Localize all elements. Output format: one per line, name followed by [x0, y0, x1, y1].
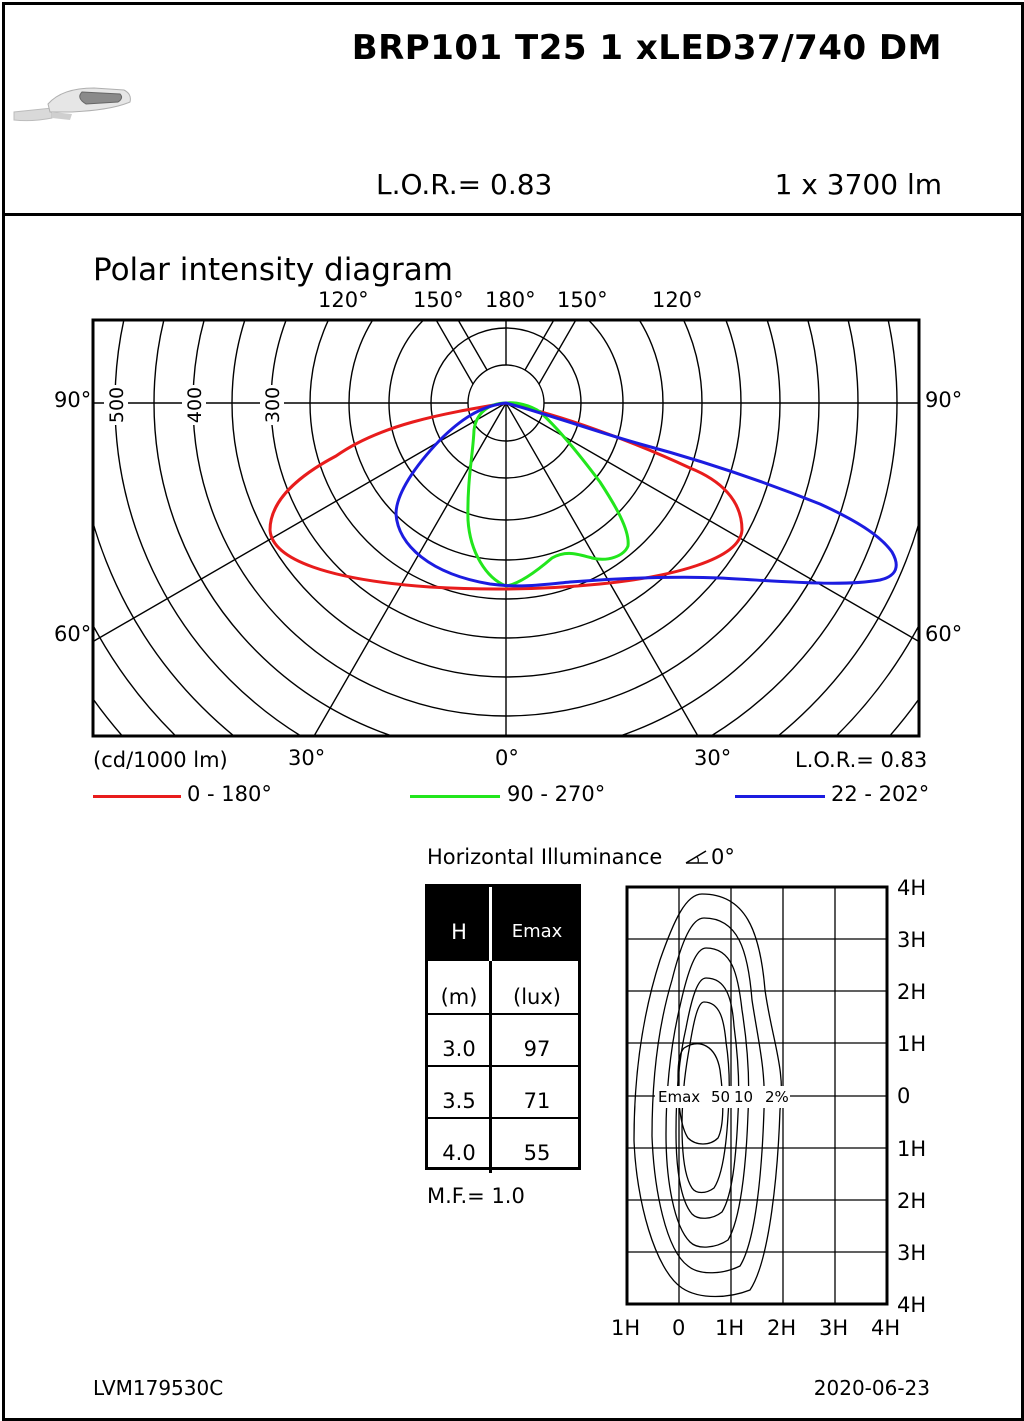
angle-label-90-right: 90° — [925, 388, 963, 412]
legend-label-0-180: 0 - 180° — [187, 782, 272, 806]
illuminance-chart — [600, 870, 930, 1360]
document-code: LVM179530C — [93, 1376, 224, 1400]
lor-value: L.O.R.= 0.83 — [376, 168, 553, 201]
row-divider — [428, 1013, 578, 1015]
angle-label-60-left: 60° — [54, 622, 92, 646]
contour-label-10: 10 — [734, 1088, 754, 1106]
polar-lor: L.O.R.= 0.83 — [795, 748, 928, 772]
y-label: 2H — [897, 980, 927, 1004]
legend-swatch-green — [410, 795, 500, 798]
x-label: 2H — [767, 1316, 797, 1340]
y-label: 2H — [897, 1189, 927, 1213]
polar-unit: (cd/1000 lm) — [93, 748, 228, 772]
radial-tick-500: 500 — [106, 386, 128, 424]
table-cell-h: 3.0 — [442, 1037, 476, 1061]
table-cell-h: 3.5 — [442, 1089, 476, 1113]
table-unit-lux: (lux) — [513, 985, 561, 1009]
legend-label-90-270: 90 - 270° — [507, 782, 606, 806]
angle-label-30-left: 30° — [288, 746, 326, 770]
polar-spoke-150-left — [233, 0, 487, 370]
y-label: 3H — [897, 1241, 927, 1265]
y-label: 1H — [897, 1137, 927, 1161]
legend-swatch-red — [93, 795, 181, 798]
maintenance-factor: M.F.= 1.0 — [427, 1184, 525, 1208]
x-label: 0 — [672, 1316, 686, 1340]
table-cell-emax: 71 — [523, 1089, 551, 1113]
polar-spoke-120-right — [539, 0, 812, 384]
table-cell-h: 4.0 — [442, 1141, 476, 1165]
table-head-h: H — [451, 920, 467, 944]
legend-swatch-blue — [735, 795, 825, 798]
y-label: 3H — [897, 928, 927, 952]
y-label: 4H — [897, 876, 927, 900]
angle-label-120-right: 120° — [652, 288, 703, 312]
y-label: 1H — [897, 1032, 927, 1056]
row-divider — [428, 1117, 578, 1119]
contour-label-2pct: 2% — [765, 1088, 789, 1106]
angle-label-120-left: 120° — [318, 288, 369, 312]
y-label: 4H — [897, 1293, 927, 1317]
product-title: BRP101 T25 1 xLED37/740 DM — [351, 28, 942, 68]
polar-spoke-150-right — [525, 0, 779, 370]
angle-label-90-left: 90° — [54, 388, 92, 412]
table-unit-m: (m) — [440, 985, 478, 1009]
table-cell-emax: 97 — [523, 1037, 551, 1061]
illuminance-title: Horizontal Illuminance — [427, 845, 663, 869]
y-label: 0 — [897, 1084, 911, 1108]
polar-spoke-120-left — [200, 0, 473, 384]
series-90-270-curve — [468, 403, 628, 586]
flux-value: 1 x 3700 lm — [774, 168, 942, 201]
angle-label-150-left: 150° — [413, 288, 464, 312]
contour-label-emax: Emax — [658, 1088, 701, 1106]
x-label: 4H — [871, 1316, 901, 1340]
radial-tick-400: 400 — [184, 386, 206, 424]
x-label: 3H — [819, 1316, 849, 1340]
tilt-angle-icon — [684, 847, 710, 867]
legend-label-22-202: 22 - 202° — [831, 782, 930, 806]
emax-table — [425, 884, 581, 1170]
tilt-value: 0° — [711, 845, 735, 869]
table-head-emax: Emax — [511, 921, 563, 942]
document-date: 2020-06-23 — [813, 1376, 930, 1400]
angle-label-60-right: 60° — [925, 622, 963, 646]
radial-tick-300: 300 — [262, 386, 284, 424]
x-label: 1H — [611, 1316, 641, 1340]
contour-label-50: 50 — [711, 1088, 731, 1106]
table-cell-emax: 55 — [523, 1141, 551, 1165]
angle-label-150-right: 150° — [557, 288, 608, 312]
row-divider — [428, 1065, 578, 1067]
angle-label-30-right: 30° — [694, 746, 732, 770]
polar-chart-title: Polar intensity diagram — [93, 252, 453, 288]
angle-label-180: 180° — [485, 288, 536, 312]
x-label: 1H — [715, 1316, 745, 1340]
angle-label-0: 0° — [495, 746, 519, 770]
